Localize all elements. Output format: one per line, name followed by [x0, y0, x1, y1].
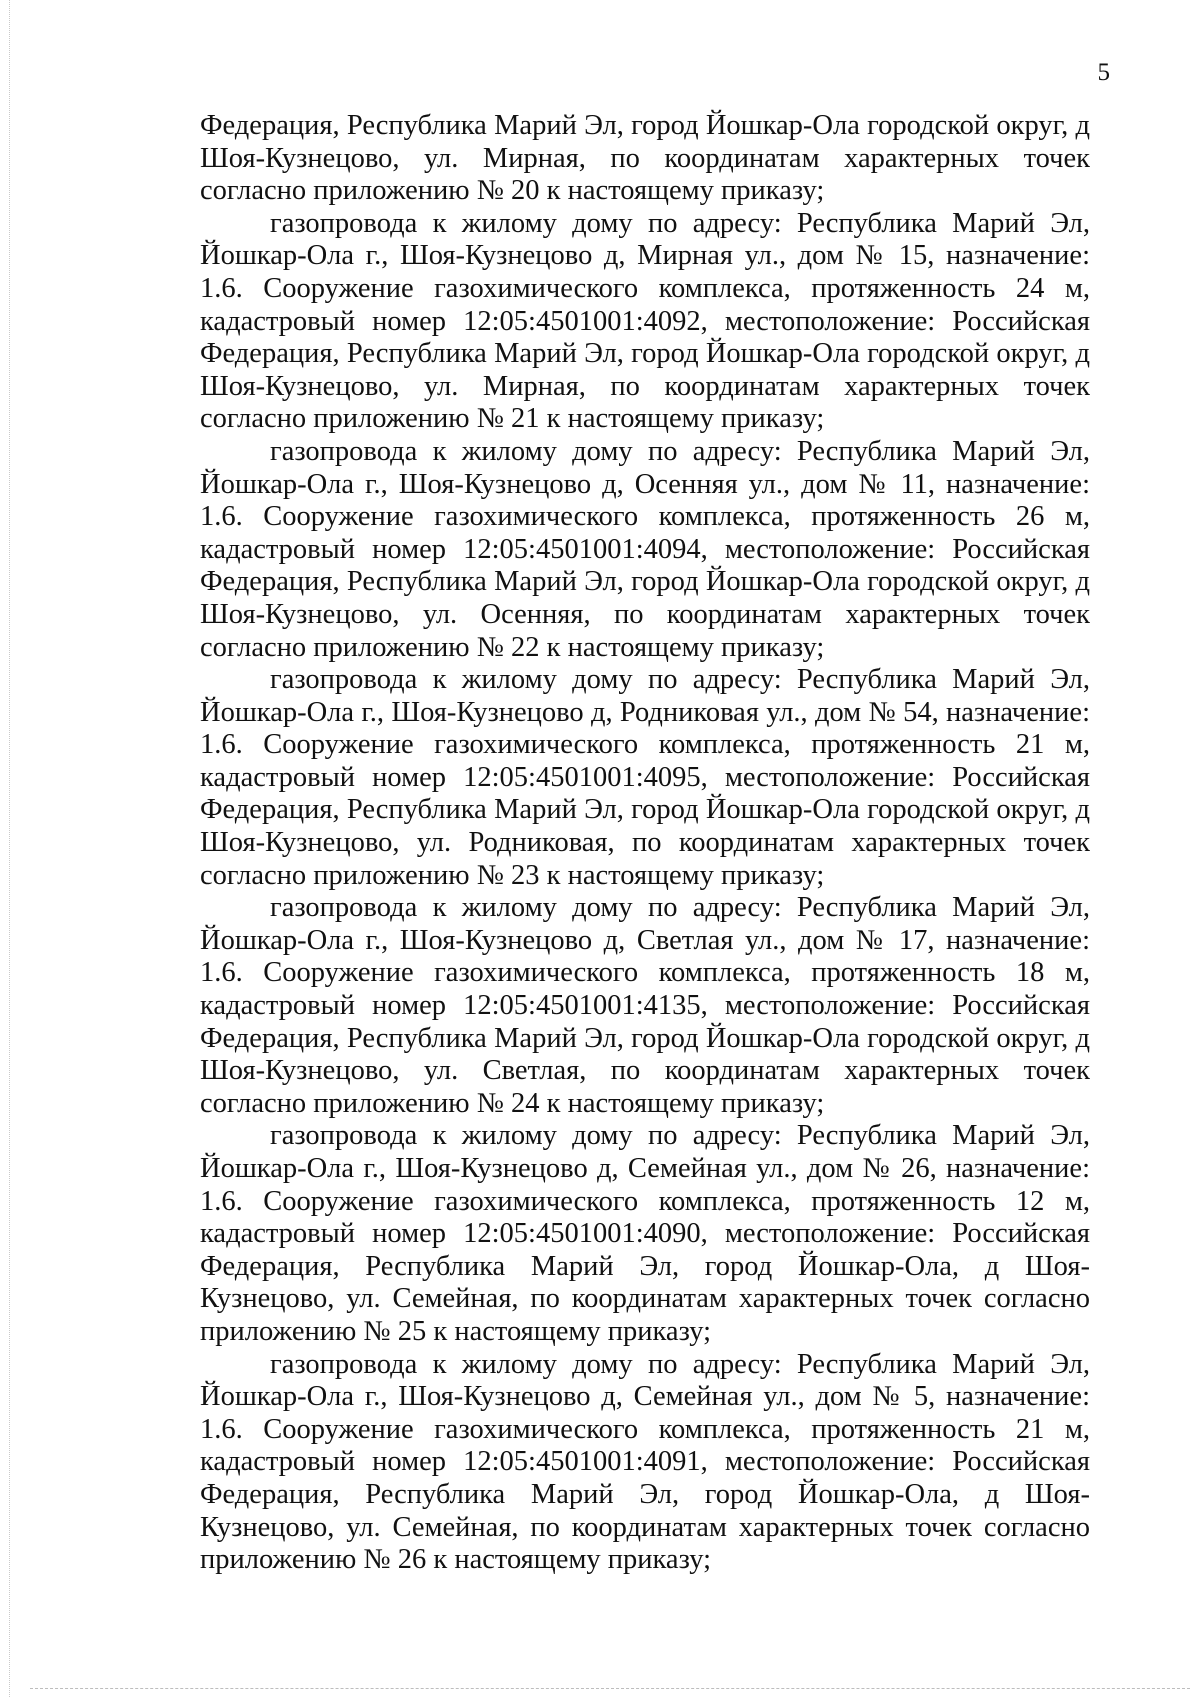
page-number: 5: [1097, 59, 1110, 86]
paragraph-gas-pipeline-rodnikovaya-54: газопровода к жилому дому по адресу: Республика Марий Эл, Йошкар-Ола г., Шоя-Кузнецово д, Родниковая ул., дом № 54, назначение: 1.6. Сооружение газохимического комплекса, протяженность 21 м, кадастровый номер 12:05:4501001:4095, местоположение: Российская Федерация, Республика Марий Эл, город Йошкар-Ола городской округ, д Шоя-Кузнецово, ул. Родниковая, по координатам характерных точек согласно приложению № 23 к настоящему приказу;: [200, 664, 1090, 891]
paragraph-gas-pipeline-semeynaya-5: газопровода к жилому дому по адресу: Республика Марий Эл, Йошкар-Ола г., Шоя-Кузнецово д, Семейная ул., дом № 5, назначение: 1.6. Сооружение газохимического комплекса, протяженность 21 м, кадастровый номер 12:05:4501001:4091, местоположение: Российская Федерация, Республика Марий Эл, город Йошкар-Ола, д Шоя-Кузнецово, ул. Семейная, по координатам характерных точек согласно приложению № 26 к настоящему приказу;: [200, 1348, 1090, 1576]
document-body: [200, 110, 1090, 1577]
paragraph-continuation: Федерация, Республика Марий Эл, город Йошкар-Ола городской округ, д Шоя-Кузнецово, ул. Мирная, по координатам характерных точек согласно приложению № 20 к настоящему приказу;: [200, 110, 1090, 207]
paragraph-gas-pipeline-semeynaya-26: газопровода к жилому дому по адресу: Республика Марий Эл, Йошкар-Ола г., Шоя-Кузнецово д, Семейная ул., дом № 26, назначение: 1.6. Сооружение газохимического комплекса, протяженность 12 м, кадастровый номер 12:05:4501001:4090, местоположение: Российская Федерация, Республика Марий Эл, город Йошкар-Ола, д Шоя-Кузнецово, ул. Семейная, по координатам характерных точек согласно приложению № 25 к настоящему приказу;: [200, 1120, 1090, 1347]
scan-edge-line: [9, 0, 10, 1697]
paragraph-gas-pipeline-mirnaya-15: газопровода к жилому дому по адресу: Республика Марий Эл, Йошкар-Ола г., Шоя-Кузнецово д, Мирная ул., дом № 15, назначение: 1.6. Сооружение газохимического комплекса, протяженность 24 м, кадастровый номер 12:05:4501001:4092, местоположение: Российская Федерация, Республика Марий Эл, город Йошкар-Ола городской округ, д Шоя-Кузнецово, ул. Мирная, по координатам характерных точек согласно приложению № 21 к настоящему приказу;: [200, 207, 1090, 435]
scan-bottom-line: [30, 1688, 1190, 1689]
paragraph-gas-pipeline-svetlaya-17: газопровода к жилому дому по адресу: Республика Марий Эл, Йошкар-Ола г., Шоя-Кузнецово д, Светлая ул., дом № 17, назначение: 1.6. Сооружение газохимического комплекса, протяженность 18 м, кадастровый номер 12:05:4501001:4135, местоположение: Российская Федерация, Республика Марий Эл, город Йошкар-Ола городской округ, д Шоя-Кузнецово, ул. Светлая, по координатам характерных точек согласно приложению № 24 к настоящему приказу;: [200, 892, 1090, 1119]
paragraph-gas-pipeline-osennyaya-11: газопровода к жилому дому по адресу: Республика Марий Эл, Йошкар-Ола г., Шоя-Кузнецово д, Осенняя ул., дом № 11, назначение: 1.6. Сооружение газохимического комплекса, протяженность 26 м, кадастровый номер 12:05:4501001:4094, местоположение: Российская Федерация, Республика Марий Эл, город Йошкар-Ола городской округ, д Шоя-Кузнецово, ул. Осенняя, по координатам характерных точек согласно приложению № 22 к настоящему приказу;: [200, 435, 1090, 663]
